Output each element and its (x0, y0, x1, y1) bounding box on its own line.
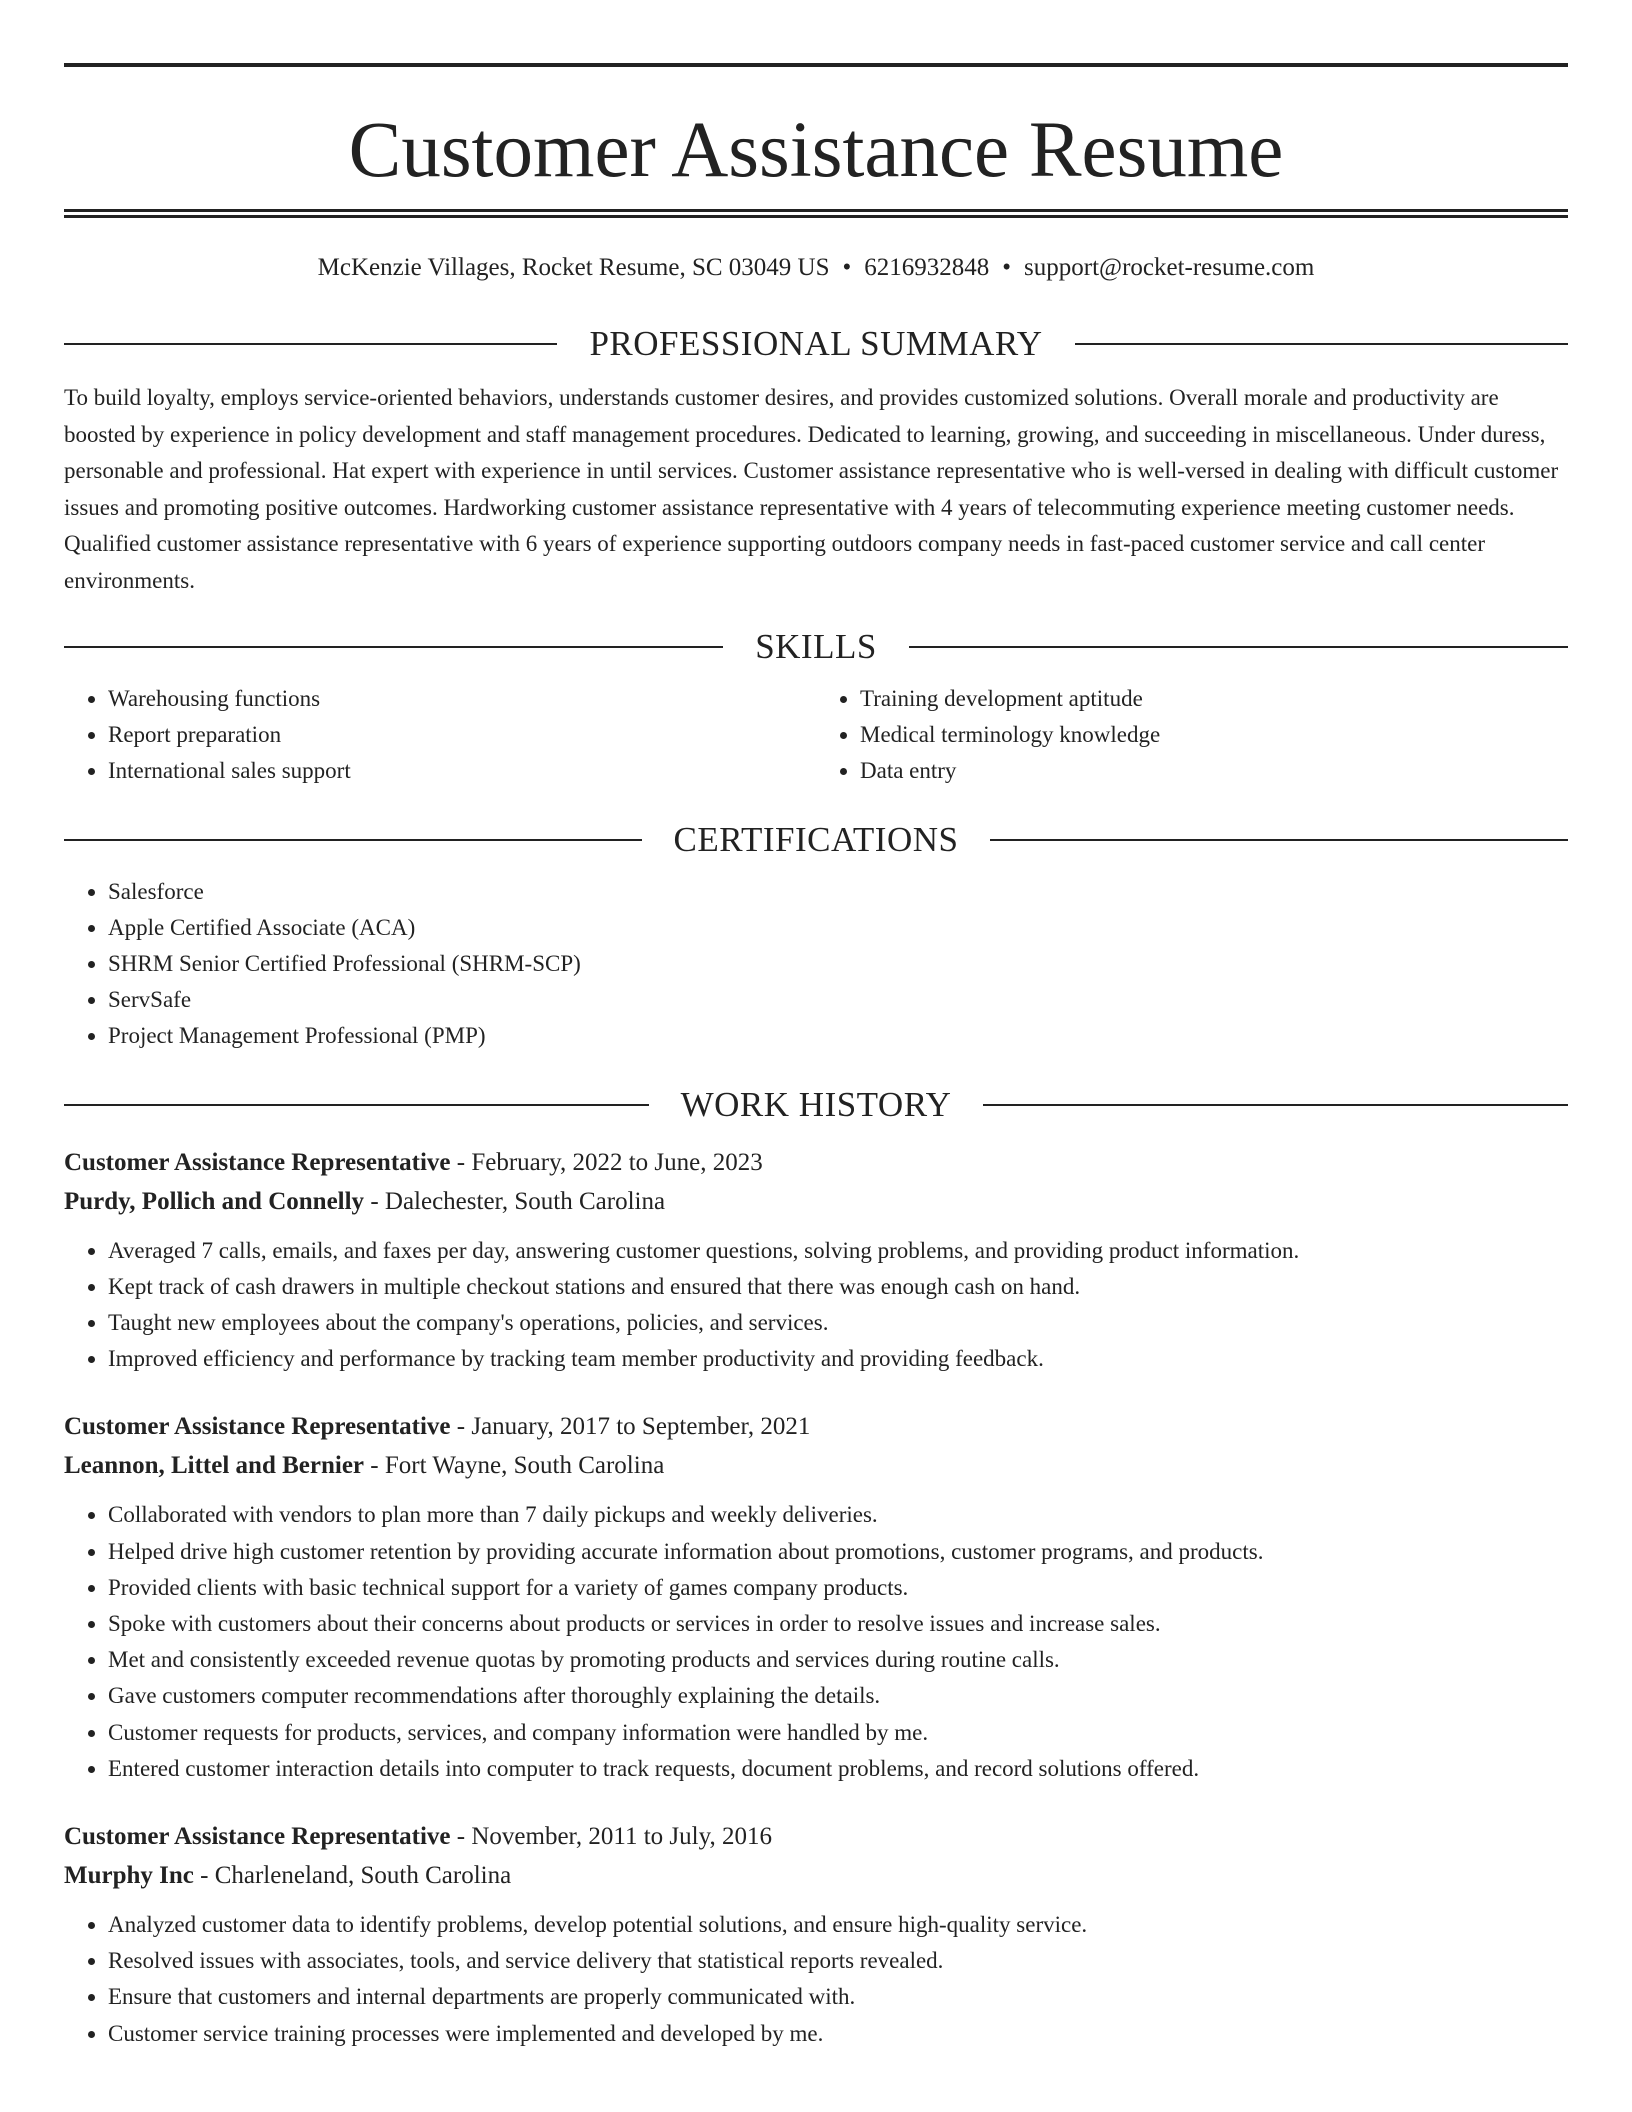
resume-page (64, 0, 1568, 2052)
job-bullet: • Gave customers computer recommendations after thoroughly explaining the details. (108, 1678, 1568, 1714)
job-bullet: • Averaged 7 calls, emails, and faxes per day, answering customer questions, solving problems, and providing product information. (108, 1233, 1568, 1269)
job-company-line (64, 1182, 1568, 1221)
job-role: Customer Assistance Representative (64, 1823, 451, 1851)
job-company: Purdy, Pollich and Connelly (64, 1187, 365, 1215)
heading-rule (990, 839, 1568, 841)
heading-rule (64, 839, 642, 841)
summary-text: To build loyalty, employs service-oriented behaviors, understands customer desires, and provides customized solutions. Overall morale and productivity are boosted by experience in policy development and staff management procedures. Dedicated to learning, growing, and succeeding in miscellaneous. Under duress, personable and professional. Hat expert with experience in until services. Customer assistance representative who is well-versed in dealing with difficult customer issues and promoting positive outcomes. Hardworking customer assistance representative with 4 years of telecommuting experience meeting customer needs. Qualified customer assistance representative with 6 years of experience supporting outdoors company needs in fast-paced customer service and call center environments. (64, 385, 1559, 593)
job-bullets (64, 1497, 1568, 1787)
job-title-line (64, 1817, 1568, 1856)
section-title: SKILLS (755, 627, 877, 666)
section-title: PROFESSIONAL SUMMARY (589, 324, 1043, 363)
job-bullet: • Collaborated with vendors to plan more than 7 daily pickups and weekly deliveries. (108, 1497, 1568, 1533)
contact-phone: 6216932848 (864, 254, 990, 281)
job-entry (64, 1143, 1568, 1378)
heading-rule (909, 646, 1568, 648)
job-bullet: • Taught new employees about the company's operations, policies, and services. (108, 1305, 1568, 1341)
job-company: Leannon, Littel and Bernier (64, 1452, 365, 1480)
job-bullet: • Entered customer interaction details into computer to track requests, document problems, and record solutions offered. (108, 1751, 1568, 1787)
heading-rule (1075, 343, 1568, 345)
job-title-line (64, 1143, 1568, 1182)
job-bullet: • Improved efficiency and performance by tracking team member productivity and providing feedback. (108, 1341, 1568, 1377)
job-entry (64, 1407, 1568, 1787)
skills-list-right (816, 681, 1568, 790)
heading-rule (64, 646, 723, 648)
contact-separator: • (842, 254, 852, 281)
job-location: - Charleneland, South Carolina (193, 1862, 512, 1890)
job-bullets (64, 1233, 1568, 1378)
heading-rule (64, 343, 557, 345)
job-location: - Dalechester, South Carolina (364, 1187, 666, 1215)
job-dates: - November, 2011 to July, 2016 (450, 1823, 772, 1851)
job-role: Customer Assistance Representative (64, 1413, 451, 1441)
contact-email: support@rocket-resume.com (1024, 254, 1315, 281)
job-bullet: • Resolved issues with associates, tools, and service delivery that statistical reports revealed. (108, 1943, 1568, 1979)
job-bullet: • Analyzed customer data to identify problems, develop potential solutions, and ensure high-quality service. (108, 1907, 1568, 1943)
certification-item: • ServSafe (108, 982, 1568, 1018)
job-bullet: • Ensure that customers and internal departments are properly communicated with. (108, 1979, 1568, 2015)
skill-item: • Data entry (860, 753, 1568, 789)
skills-list-left (64, 681, 816, 790)
job-bullet: • Kept track of cash drawers in multiple checkout stations and ensured that there was enough cash on hand. (108, 1269, 1568, 1305)
skill-item: • Training development aptitude (860, 681, 1568, 717)
certification-item: • Project Management Professional (PMP) (108, 1018, 1568, 1054)
certifications-list (64, 874, 1568, 1055)
skill-item: • Report preparation (108, 717, 816, 753)
contact-line (64, 252, 1568, 284)
job-bullet: • Spoke with customers about their concerns about products or services in order to resolve issues and increase sales. (108, 1606, 1568, 1642)
job-bullet: • Helped drive high customer retention by providing accurate information about promotions, customer programs, and products. (108, 1534, 1568, 1570)
section-heading-skills (64, 627, 1568, 667)
job-bullets (64, 1907, 1568, 2052)
job-company-line (64, 1856, 1568, 1895)
job-bullet: • Customer requests for products, services, and company information were handled by me. (108, 1715, 1568, 1751)
job-location: - Fort Wayne, South Carolina (364, 1452, 665, 1480)
section-heading-certifications (64, 820, 1568, 860)
skill-item: • International sales support (108, 753, 816, 789)
certification-item: • SHRM Senior Certified Professional (SHRM-SCP) (108, 946, 1568, 982)
job-dates: - February, 2022 to June, 2023 (450, 1148, 763, 1176)
job-company: Murphy Inc (64, 1862, 194, 1890)
contact-address: McKenzie Villages, Rocket Resume, SC 03049 US (317, 254, 830, 281)
section-title: CERTIFICATIONS (673, 819, 959, 859)
job-role: Customer Assistance Representative (64, 1148, 451, 1176)
job-entry (64, 1817, 1568, 2052)
title-double-rule (64, 209, 1568, 218)
job-company-line (64, 1446, 1568, 1485)
resume-title: Customer Assistance Resume (348, 107, 1284, 194)
certification-item: • Apple Certified Associate (ACA) (108, 910, 1568, 946)
job-bullet: • Customer service training processes were implemented and developed by me. (108, 2016, 1568, 2052)
skills-columns (64, 681, 1568, 790)
job-bullet: • Provided clients with basic technical support for a variety of games company products. (108, 1570, 1568, 1606)
skill-item: • Warehousing functions (108, 681, 816, 717)
certification-item: • Salesforce (108, 874, 1568, 910)
section-heading-work-history (64, 1085, 1568, 1125)
job-title-line (64, 1407, 1568, 1446)
job-bullet: • Met and consistently exceeded revenue quotas by promoting products and services during routine calls. (108, 1642, 1568, 1678)
skill-item: • Medical terminology knowledge (860, 717, 1568, 753)
contact-separator: • (1002, 254, 1012, 281)
heading-rule (64, 1104, 649, 1106)
job-dates: - January, 2017 to September, 2021 (450, 1413, 811, 1441)
section-heading-summary (64, 324, 1568, 364)
heading-rule (983, 1104, 1568, 1106)
section-title: WORK HISTORY (680, 1084, 952, 1124)
